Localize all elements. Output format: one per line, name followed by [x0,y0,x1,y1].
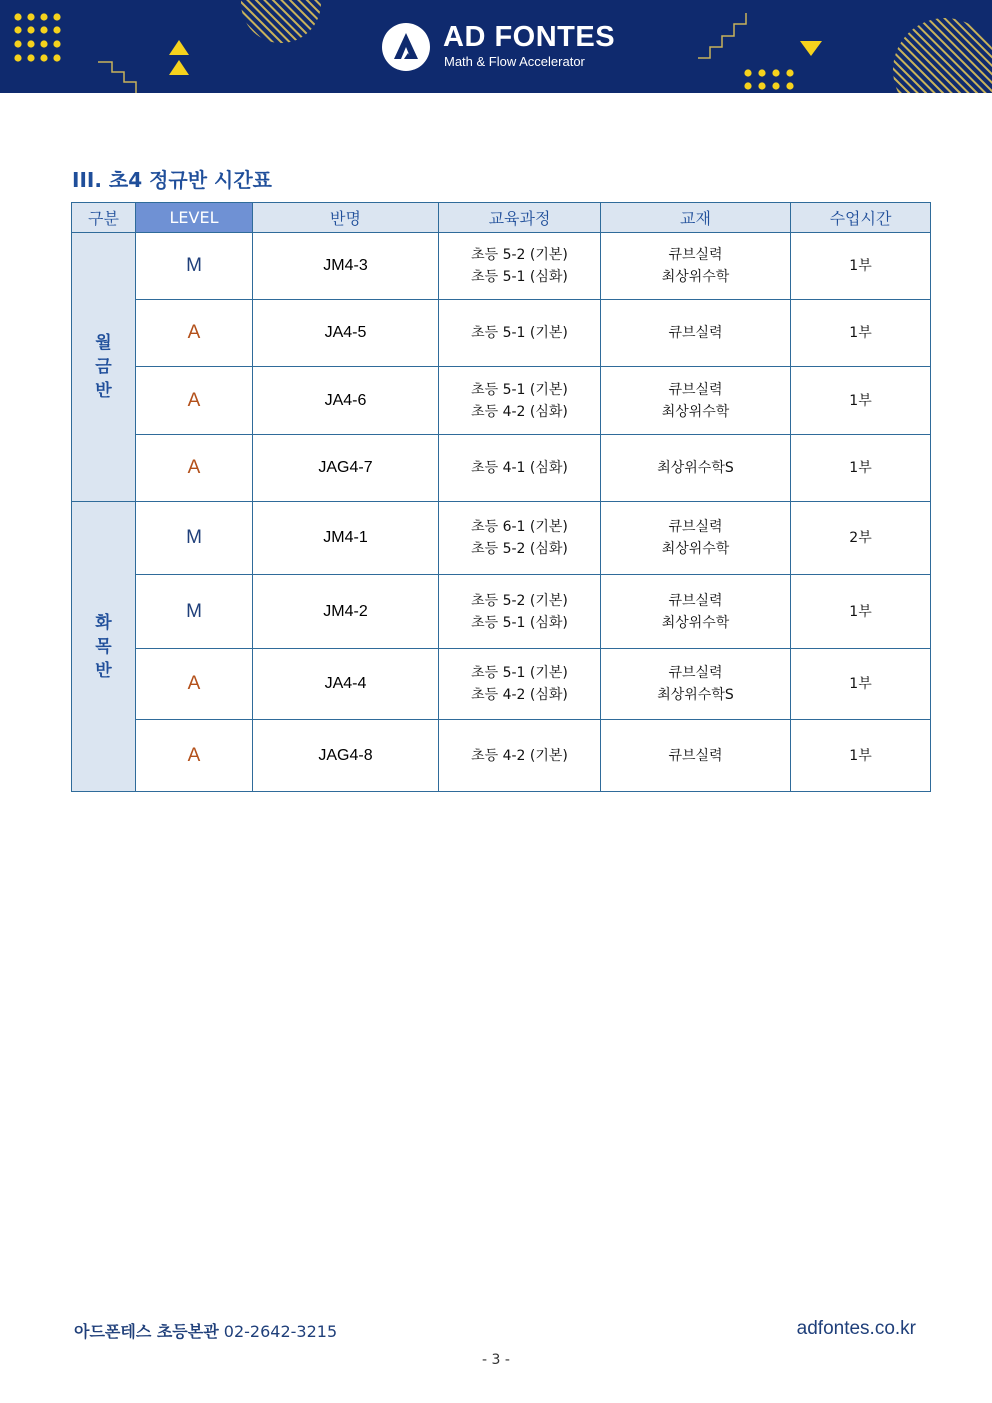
curriculum-cell [439,720,601,792]
group-label-tuethu [72,502,136,792]
textbook-line: 최상위수학S [657,460,734,476]
curriculum-cell [439,367,601,435]
brand-tagline: Math & Flow Accelerator [444,54,585,69]
class-cell: JM4-2 [253,575,439,649]
level-cell: M [136,233,253,300]
textbook-cell [601,367,791,435]
class-cell: JAG4-8 [253,720,439,792]
group-label-monfri [72,233,136,502]
dot-grid-right [744,69,793,89]
curriculum-line: 초등 5-2 (기본) [471,247,568,263]
table-row [72,233,931,300]
class-cell: JM4-3 [253,233,439,300]
curriculum-cell [439,502,601,575]
table-row [72,300,931,367]
schedule-table [71,202,931,792]
curriculum-line: 초등 5-1 (기본) [471,325,568,341]
group-char: 반 [95,660,112,681]
textbook-cell [601,300,791,367]
level-cell: A [136,367,253,435]
curriculum-line: 초등 5-1 (기본) [471,665,568,681]
level-cell: A [136,435,253,502]
textbook-cell [601,435,791,502]
level-cell: A [136,720,253,792]
curriculum-cell [439,435,601,502]
curriculum-cell [439,233,601,300]
group-char: 화 [95,612,112,633]
textbook-line: 큐브실력 [668,592,723,609]
table-row [72,649,931,720]
curriculum-line: 초등 5-2 (기본) [471,592,568,609]
header-group: 구분 [72,203,136,233]
brand-logo-icon [382,23,430,71]
table-row [72,575,931,649]
curriculum-cell [439,649,601,720]
textbook-line: 큐브실력 [668,325,723,341]
curriculum-cell [439,300,601,367]
textbook-cell [601,720,791,792]
curriculum-line: 초등 4-1 (심화) [471,460,568,476]
table-row [72,367,931,435]
curriculum-line: 초등 5-1 (심화) [471,614,568,631]
class-cell: JM4-1 [253,502,439,575]
table-row [72,435,931,502]
curriculum-line: 초등 5-1 (기본) [471,381,568,398]
textbook-line: 큐브실력 [668,381,723,398]
footer-org-info [74,1319,337,1342]
curriculum-line: 초등 4-2 (심화) [471,687,568,703]
header-level: LEVEL [136,203,253,233]
class-cell: JA4-5 [253,300,439,367]
curriculum-cell [439,575,601,649]
time-cell: 1부 [791,435,931,502]
footer-website: adfontes.co.kr [796,1318,916,1339]
textbook-cell [601,649,791,720]
level-cell: A [136,649,253,720]
textbook-line: 큐브실력 [668,747,723,764]
footer-phone: 02-2642-3215 [223,1322,338,1341]
textbook-line: 큐브실력 [668,519,723,535]
group-char: 금 [95,357,112,377]
header-class: 반명 [253,203,439,233]
class-cell: JA4-4 [253,649,439,720]
textbook-line: 최상위수학 [661,541,730,557]
time-cell: 1부 [791,649,931,720]
header-textbook: 교재 [601,203,791,233]
curriculum-line: 초등 4-2 (기본) [471,747,568,764]
group-char: 반 [95,381,112,401]
brand-name: AD FONTES [443,21,616,53]
level-cell: M [136,502,253,575]
header-banner [0,0,992,93]
group-char: 월 [95,333,112,353]
header-time: 수업시간 [791,203,931,233]
textbook-line: 최상위수학 [661,269,730,285]
time-cell: 2부 [791,502,931,575]
textbook-cell [601,575,791,649]
textbook-line: 큐브실력 [668,247,723,263]
curriculum-line: 초등 5-2 (심화) [471,541,568,557]
textbook-line: 큐브실력 [668,665,723,681]
curriculum-line: 초등 6-1 (기본) [471,519,568,535]
time-cell: 1부 [791,233,931,300]
textbook-cell [601,233,791,300]
textbook-line: 최상위수학 [661,403,730,420]
table-row [72,502,931,575]
footer-org-name: 아드폰테스 초등본관 [74,1322,219,1341]
class-cell: JAG4-7 [253,435,439,502]
time-cell: 1부 [791,367,931,435]
level-cell: M [136,575,253,649]
textbook-line: 최상위수학 [661,614,730,631]
time-cell: 1부 [791,720,931,792]
table-row [72,720,931,792]
page-number: - 3 - [482,1352,510,1368]
dot-grid-left [14,13,60,61]
group-char: 목 [95,636,112,657]
level-cell: A [136,300,253,367]
curriculum-line: 초등 4-2 (심화) [471,403,568,420]
time-cell: 1부 [791,300,931,367]
time-cell: 1부 [791,575,931,649]
header-curriculum: 교육과정 [439,203,601,233]
section-title: III. 초4 정규반 시간표 [72,168,272,192]
table-header-row [72,203,931,233]
curriculum-line: 초등 5-1 (심화) [471,269,568,285]
class-cell: JA4-6 [253,367,439,435]
textbook-cell [601,502,791,575]
textbook-line: 최상위수학S [657,687,734,703]
